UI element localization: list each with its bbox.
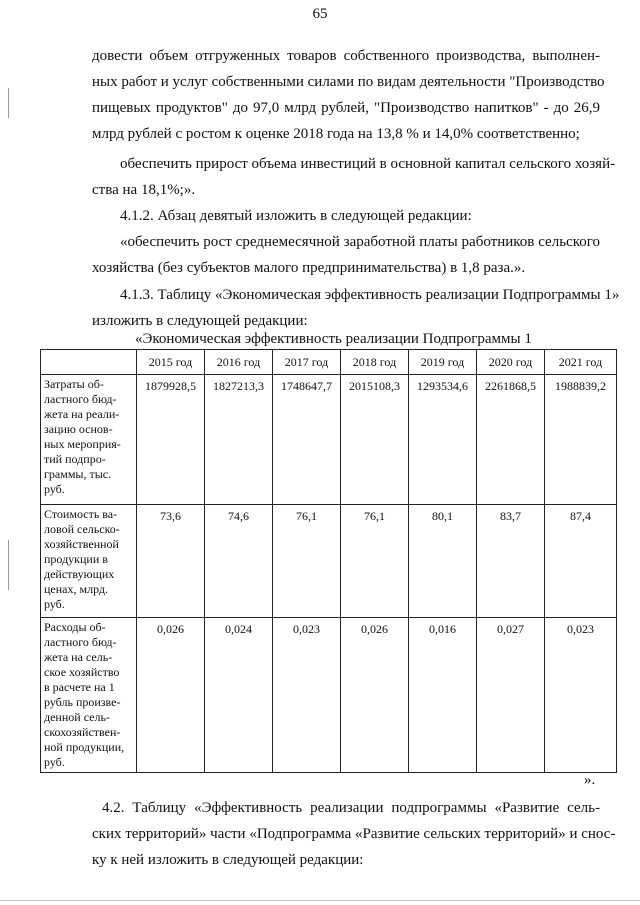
value-cell: 0,016 <box>409 618 477 773</box>
label-line: ных мероприя- <box>44 437 121 451</box>
label-line: ское хозяйство <box>44 665 120 679</box>
scan-artifact-left <box>8 540 9 590</box>
year-header: 2016 год <box>205 350 273 375</box>
label-line: скохозяйствен- <box>44 725 121 739</box>
text-line: довести объем отгруженных товаров собственного производства, выполнен- <box>92 48 600 64</box>
scan-artifact-left <box>8 88 9 118</box>
text-line: ку к ней изложить в следующей редакции: <box>92 852 364 868</box>
value-cell: 0,026 <box>341 618 409 773</box>
row-label-budget-costs <box>41 375 137 505</box>
label-line: руб. <box>44 482 65 496</box>
label-line: жета на сель- <box>44 650 113 664</box>
value-cell: 73,6 <box>137 505 205 618</box>
text-line: 4.1.3. Таблицу «Экономическая эффективность реализации Подпрограммы 1» <box>120 287 620 303</box>
table-caption: «Экономическая эффективность реализации Подпрограммы 1 <box>135 331 532 347</box>
year-header: 2020 год <box>477 350 545 375</box>
label-line: зацию основ- <box>44 422 113 436</box>
label-line: действующих <box>44 567 115 581</box>
paragraph-4-2 <box>92 795 616 873</box>
paragraph-investment <box>92 151 616 203</box>
text-line: 4.1.2. Абзац девятый изложить в следующей редакции: <box>120 208 472 224</box>
value-cell: 0,026 <box>137 618 205 773</box>
text-line: ских территорий» части «Подпрограмма «Развитие сельских территорий» и снос- <box>92 826 616 842</box>
value-cell: 0,027 <box>477 618 545 773</box>
label-line: ной продукции, <box>44 740 125 754</box>
year-header: 2021 год <box>545 350 617 375</box>
value-cell: 80,1 <box>409 505 477 618</box>
label-line: хозяйственной <box>44 537 119 551</box>
text-line: хозяйства (без субъектов малого предпринимательства) в 1,8 раза.». <box>92 260 526 276</box>
table-row <box>41 505 617 618</box>
year-header: 2017 год <box>273 350 341 375</box>
value-cell: 0,024 <box>205 618 273 773</box>
header-empty-cell <box>41 350 137 375</box>
paragraph-output-targets <box>92 43 605 147</box>
label-line: Расходы об- <box>44 620 106 634</box>
value-cell: 1293534,6 <box>409 375 477 505</box>
text-line: млрд рублей с ростом к оценке 2018 года на 13,8 % и 14,0% соответственно; <box>92 126 580 142</box>
value-cell: 1827213,3 <box>205 375 273 505</box>
label-line: жета на реали- <box>44 407 120 421</box>
value-cell: 0,023 <box>273 618 341 773</box>
value-cell: 83,7 <box>477 505 545 618</box>
efficiency-table <box>40 349 617 773</box>
label-line: тий подпро- <box>44 452 106 466</box>
page-number: 65 <box>312 6 328 22</box>
text-line: ства на 18,1%;». <box>92 182 196 198</box>
year-header: 2018 год <box>341 350 409 375</box>
text-line: 4.2. Таблицу «Эффективность реализации подпрограммы «Развитие сель- <box>102 800 600 816</box>
label-line: ловой сельско- <box>44 522 120 536</box>
scan-artifact-bottom <box>0 900 640 901</box>
value-cell: 0,023 <box>545 618 617 773</box>
text-line: пищевых продуктов" до 97,0 млрд рублей, "Производство напитков" - до 26,9 <box>92 100 600 116</box>
label-line: ластного бюд- <box>44 392 117 406</box>
label-line: ценах, млрд. <box>44 582 109 596</box>
text-line: «обеспечить рост среднемесячной заработной платы работников сельского <box>120 234 600 250</box>
paragraph-salary <box>92 229 600 281</box>
label-line: в расчете на 1 <box>44 680 115 694</box>
row-label-gross-output <box>41 505 137 618</box>
table-row <box>41 618 617 773</box>
value-cell: 2261868,5 <box>477 375 545 505</box>
table-closing-quote: ». <box>584 772 596 788</box>
label-line: рубль произве- <box>44 695 121 709</box>
text-line: ных работ и услуг собственными силами по видам деятельности "Производство <box>92 74 605 90</box>
value-cell: 87,4 <box>545 505 617 618</box>
table-row <box>41 375 617 505</box>
paragraph-4-1-3 <box>92 282 620 334</box>
year-header: 2015 год <box>137 350 205 375</box>
label-line: ластного бюд- <box>44 635 117 649</box>
value-cell: 1879928,5 <box>137 375 205 505</box>
value-cell: 76,1 <box>341 505 409 618</box>
value-cell: 2015108,3 <box>341 375 409 505</box>
label-line: Стоимость ва- <box>44 507 118 521</box>
year-header: 2019 год <box>409 350 477 375</box>
paragraph-4-1-2 <box>92 203 600 229</box>
table-header-row <box>41 350 617 375</box>
label-line: денной сель- <box>44 710 110 724</box>
value-cell: 76,1 <box>273 505 341 618</box>
label-line: Затраты об- <box>44 377 104 391</box>
value-cell: 1988839,2 <box>545 375 617 505</box>
value-cell: 74,6 <box>205 505 273 618</box>
text-line: изложить в следующей редакции: <box>92 313 308 329</box>
text-line: обеспечить прирост объема инвестиций в основной капитал сельского хозяй- <box>120 156 616 172</box>
value-cell: 1748647,7 <box>273 375 341 505</box>
label-line: граммы, тыс. <box>44 467 112 481</box>
label-line: руб. <box>44 755 65 769</box>
row-label-cost-per-ruble <box>41 618 137 773</box>
label-line: руб. <box>44 597 65 611</box>
label-line: продукции в <box>44 552 108 566</box>
